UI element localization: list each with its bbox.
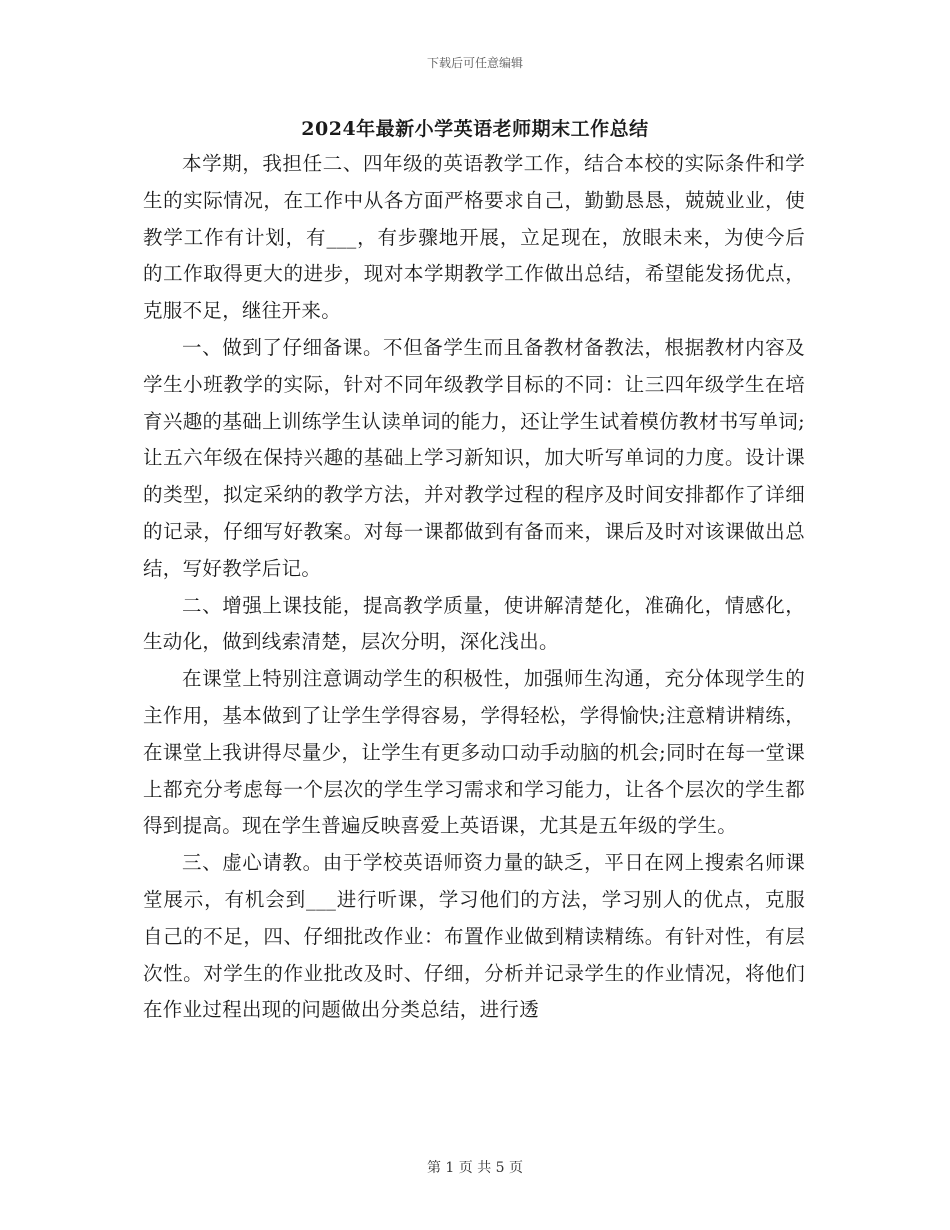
paragraph: 三、虚心请教。由于学校英语师资力量的缺乏，平日在网上搜索名师课堂展示，有机会到___进行听课，学习他们的方法，学习别人的优点，克服自己的不足，四、仔细批改作业：布置作业做到精读精练。有针对性，有层次性。对学生的作业批改及时、仔细，分析并记录学生的作业情况，将他们在作业过程出现的问题做出分类总结，进行透: [143, 851, 805, 1022]
page-number: 第 1 页 共 5 页: [426, 1160, 524, 1176]
paragraph: 一、做到了仔细备课。不但备学生而且备教材备教法，根据教材内容及学生小班教学的实际，针对不同年级教学目标的不同：让三四年级学生在培育兴趣的基础上训练学生认读单词的能力，还让学生试着模仿教材书写单词;让五六年级在保持兴趣的基础上学习新知识，加大听写单词的力度。设计课的类型，拟定采纳的教学方法，并对教学过程的程序及时间安排都作了详细的记录，仔细写好教案。对每一课都做到有备而来，课后及时对该课做出总结，写好教学后记。: [143, 335, 805, 580]
document-body: [143, 146, 805, 1029]
paragraph: 本学期，我担任二、四年级的英语教学工作，结合本校的实际条件和学生的实际情况，在工作中从各方面严格要求自己，勤勤恳恳，兢兢业业，使教学工作有计划，有___，有步骤地开展，立足现在，放眼未来，为使今后的工作取得更大的进步，现对本学期教学工作做出总结，希望能发扬优点，克服不足，继往开来。: [143, 152, 805, 323]
header-note: 下载后可任意编辑: [426, 56, 523, 70]
paragraph: 在课堂上特别注意调动学生的积极性，加强师生沟通，充分体现学生的主作用，基本做到了让学生学得容易，学得轻松，学得愉快;注意精讲精练，在课堂上我讲得尽量少，让学生有更多动口动手动脑的机会;同时在每一堂课上都充分考虑每一个层次的学生学习需求和学习能力，让各个层次的学生都得到提高。现在学生普遍反映喜爱上英语课，尤其是五年级的学生。: [143, 667, 805, 838]
document-title: 2024年最新小学英语老师期末工作总结: [301, 118, 649, 140]
paragraph: 二、增强上课技能，提高教学质量，使讲解清楚化，准确化，情感化，生动化，做到线索清楚，层次分明，深化浅出。: [143, 593, 805, 654]
